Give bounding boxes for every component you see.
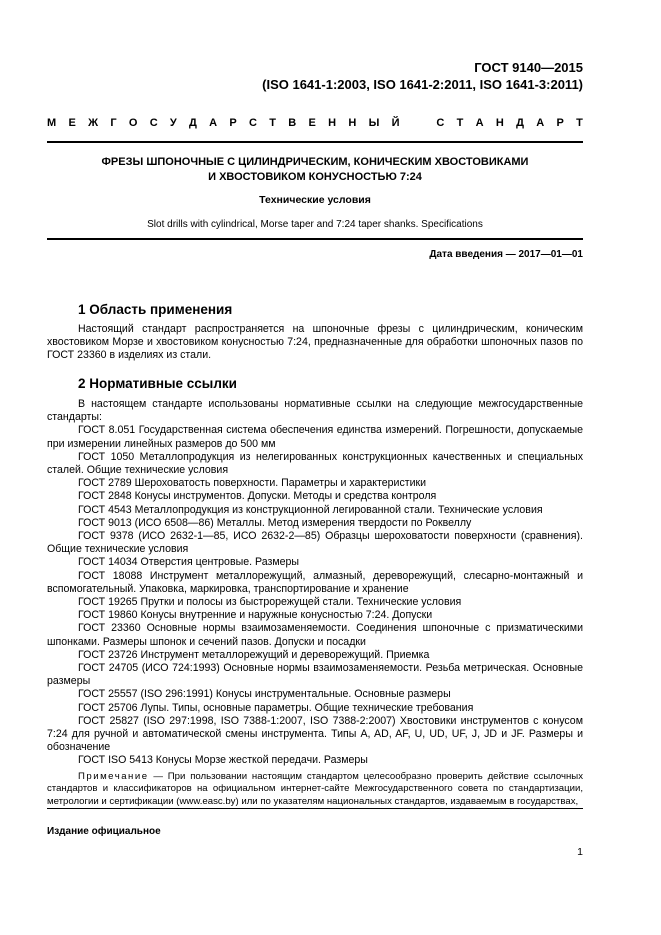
standard-type-letter: Н [328,117,337,129]
reference-item: ГОСТ ISO 5413 Конусы Морзе жесткой передачи. Размеры [78,754,368,767]
iso-references: (ISO 1641-1:2003, ISO 1641-2:2011, ISO 1641-3:2011) [262,77,583,92]
standard-type-letter: Д [189,117,197,129]
reference-item: ГОСТ 25827 (ISO 297:1998, ISO 7388-1:2007, ISO 7388-2:2007) Хвостовики инструментов с конусом 7:24 для ручной и автоматической смены инструмента. Типы A, AD, AF, U, UD, UF, J, JD и JF. Размеры и обозначение [47,714,583,754]
reference-item: ГОСТ 2789 Шероховатость поверхности. Параметры и характеристики [78,477,427,490]
standard-type-letter: Р [556,117,564,129]
standard-type-letter: У [169,117,177,129]
standard-type-letter: Е [308,117,316,129]
standard-type-letter: Р [229,117,237,129]
standard-type-letter: В [288,117,297,129]
standard-type-letter: А [475,117,484,129]
section-2-body [47,398,583,808]
section-2-intro: В настоящем стандарте использованы нормативные ссылки на следующие межгосударственные стандарты: [47,398,583,424]
note-label: Примечание [78,770,149,782]
footer-divider [47,808,583,809]
reference-item: ГОСТ 4543 Металлопродукция из конструкционной легированной стали. Технические условия [78,503,543,516]
standard-type-heading [47,117,583,129]
top-divider [47,141,583,143]
note-paragraph [47,771,583,809]
reference-item: ГОСТ 19265 Прутки и полосы из быстрорежущей стали. Технические условия [78,596,462,609]
gost-number: ГОСТ 9140—2015 [474,60,583,75]
standard-type-letter: Н [348,117,357,129]
reference-item: ГОСТ 1050 Металлопродукция из нелегированных конструкционных качественных и специальных сталей. Общие технические условия [47,450,583,477]
section-2-heading: 2 Нормативные ссылки [78,376,237,391]
standard-type-letter: М [47,117,57,129]
standard-type-letter: Ы [368,117,380,129]
note-text: — При пользовании настоящим стандартом целесообразно проверить действие ссылочных стандартов и классификаторов на официальном интернет-сайте Межгосударственного совета по стандартизации, метрологии и сертификации (www.easc.by) или по указателям национальных стандартов, издаваемым в государствах, [47,770,583,807]
reference-item: ГОСТ 19860 Конусы внутренние и наружные конусностью 7:24. Допуски [78,609,433,622]
edition-label: Издание официальное [47,826,161,837]
standard-type-letter: Н [495,117,504,129]
section-1-heading: 1 Область применения [78,302,233,317]
standard-type-letter: Е [68,117,76,129]
standard-type-letter: О [128,117,138,129]
reference-item: ГОСТ 23726 Инструмент металлорежущий и дереворежущий. Приемка [78,648,430,661]
standard-type-letter: Й [391,117,400,129]
standard-type-letter: А [209,117,218,129]
page-number: 1 [577,846,583,858]
document-subtitle: Технические условия [259,194,371,206]
reference-item: ГОСТ 23360 Основные нормы взаимозаменяемости. Соединения шпоночные с призматическими шпонками. Размеры шпонок и сечений пазов. Допуски и посадки [47,622,583,648]
reference-item: ГОСТ 18088 Инструмент металлорежущий, алмазный, дереворежущий, слесарно-монтажный и вспомогательный. Упаковка, маркировка, транспортирование и хранение [47,569,583,595]
document-title-line-1: ФРЕЗЫ ШПОНОЧНЫЕ С ЦИЛИНДРИЧЕСКИМ, КОНИЧЕСКИМ ХВОСТОВИКАМИ [101,156,529,168]
standard-type-letter: Т [456,117,464,129]
standard-type-letter: Т [576,117,583,129]
reference-item: ГОСТ 8.051 Государственная система обеспечения единства измерений. Погрешности, допускаемые при измерении линейных размеров до 500 мм [47,424,583,450]
reference-item: ГОСТ 24705 (ИСО 724:1993) Основные нормы взаимозаменяемости. Резьба метрическая. Основные размеры [47,662,583,688]
reference-item: ГОСТ 2848 Конусы инструментов. Допуски. Методы и средства контроля [78,490,437,503]
introduction-date: Дата введения — 2017—01—01 [429,249,583,260]
section-1-body [47,323,583,363]
reference-item: ГОСТ 14034 Отверстия центровые. Размеры [78,556,299,569]
reference-list [47,424,583,767]
standard-type-letter: С [149,117,158,129]
standard-type-letter: С [249,117,257,129]
reference-item: ГОСТ 9013 (ИСО 6508—86) Металлы. Метод измерения твердости по Роквеллу [78,516,472,529]
title-divider [47,238,583,240]
english-title: Slot drills with cylindrical, Morse taper and 7:24 taper shanks. Specifications [147,219,483,230]
reference-item: ГОСТ 25557 (ISO 296:1991) Конусы инструментальные. Основные размеры [78,688,451,701]
document-title-line-2: И ХВОСТОВИКОМ КОНУСНОСТЬЮ 7:24 [208,171,422,183]
section-1-text: Настоящий стандарт распространяется на шпоночные фрезы с цилиндрическим, коническим хвостовиком Морзе и хвостовиком конусностью 7:24, предназначенные для обработки шпоночных пазов по ГОСТ 23360 в изделиях из стали. [47,323,583,362]
reference-item: ГОСТ 9378 (ИСО 2632-1—85, ИСО 2632-2—85) Образцы шероховатости поверхности (сравнения). Общие технические условия [47,530,583,556]
standard-type-letter: Ж [88,117,99,129]
standard-type-letter: Д [516,117,524,129]
standard-type-letter: Т [269,117,276,129]
standard-type-letter: Г [110,117,117,129]
standard-type-letter: С [436,117,445,129]
standard-type-letter: А [536,117,545,129]
reference-item: ГОСТ 25706 Лупы. Типы, основные параметры. Общие технические требования [78,701,474,714]
